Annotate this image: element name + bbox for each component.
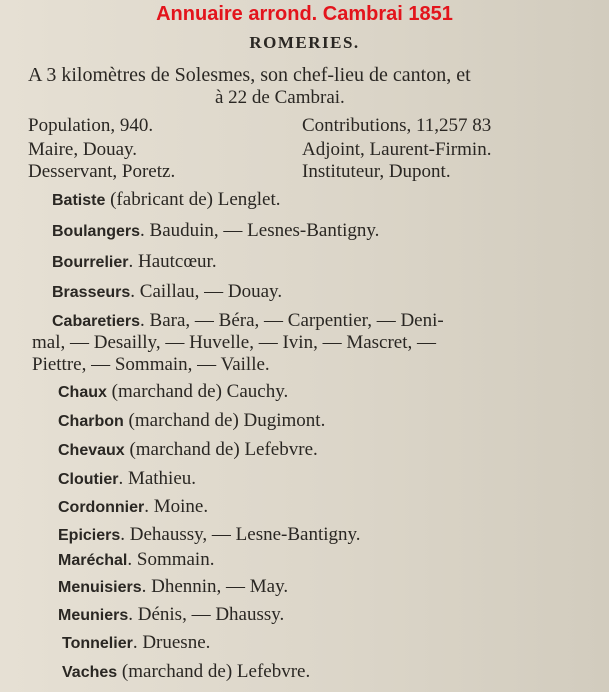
entry-text: . Mathieu.	[118, 468, 197, 489]
entry-head: Epiciers	[58, 527, 121, 544]
entry-head: Chaux	[58, 384, 107, 401]
entry-text: . Moine.	[144, 496, 209, 517]
entry-text: . Dhennin, — May.	[141, 576, 289, 597]
entry-text: . Bauduin, — Lesnes-Bantigny.	[140, 220, 380, 241]
page-heading: ROMERIES.	[249, 33, 360, 52]
entry-text: . Bara, — Béra, — Carpentier, — Deni-	[140, 310, 444, 331]
entry-line	[58, 604, 284, 626]
overlay-title: Annuaire arrond. Cambrai 1851	[156, 3, 453, 25]
entry-text: . Dénis, — Dhaussy.	[128, 604, 285, 625]
entry-line	[62, 632, 210, 654]
entry-continuation: Piettre, — Sommain, — Vaille.	[32, 354, 270, 375]
entry-text: (marchand de) Dugimont.	[123, 410, 326, 431]
entry-head: Batiste	[52, 192, 106, 209]
entry-text: . Caillau, — Douay.	[130, 281, 283, 302]
entry-head: Charbon	[58, 413, 124, 430]
entry-line	[58, 576, 288, 598]
entry-line	[58, 496, 208, 518]
intro-line-1: A 3 kilomètres de Solesmes, son chef-lieu de canton, et	[28, 64, 471, 86]
entry-line	[52, 281, 282, 303]
entry-text: . Dehaussy, — Lesne-Bantigny.	[120, 524, 361, 545]
entry-line	[58, 524, 361, 546]
entry-line	[58, 549, 214, 571]
entry-line	[52, 189, 281, 211]
intro-line-2: à 22 de Cambrai.	[215, 87, 345, 108]
entry-head: Cloutier	[58, 471, 119, 488]
entry-head: Cordonnier	[58, 499, 145, 516]
contributions-text: Contributions, 11,257 83	[302, 115, 492, 136]
entry-head: Maréchal	[58, 552, 128, 569]
entry-head: Menuisiers	[58, 579, 142, 596]
entry-head: Vaches	[62, 664, 118, 681]
entry-line	[52, 310, 444, 332]
population-text: Population, 940.	[28, 115, 154, 136]
entry-head: Bourrelier	[52, 254, 129, 271]
entry-head: Boulangers	[52, 223, 141, 240]
entry-text: (marchand de) Lefebvre.	[124, 439, 318, 460]
entry-line	[58, 410, 325, 432]
entry-head: Brasseurs	[52, 284, 131, 301]
entry-head: Chevaux	[58, 442, 125, 459]
entry-text: (marchand de) Lefebvre.	[117, 661, 311, 682]
entry-line	[62, 661, 310, 683]
entry-head: Tonnelier	[62, 635, 133, 652]
entry-text: (fabricant de) Lenglet.	[105, 189, 281, 210]
entry-continuation: mal, — Desailly, — Huvelle, — Ivin, — Mascret, —	[32, 332, 437, 353]
entry-line	[58, 468, 196, 490]
entry-text: . Hautcœur.	[128, 251, 217, 272]
entry-line	[58, 439, 318, 461]
entry-text: (marchand de) Cauchy.	[106, 381, 289, 402]
maire-text: Maire, Douay.	[28, 139, 138, 160]
entry-line	[52, 220, 379, 242]
desservant-text: Desservant, Poretz.	[28, 161, 176, 182]
entry-head: Meuniers	[58, 607, 129, 624]
entry-line	[52, 251, 217, 273]
entry-head: Cabaretiers	[52, 313, 141, 330]
adjoint-text: Adjoint, Laurent-Firmin.	[302, 139, 492, 160]
entry-line	[58, 381, 288, 403]
entry-text: . Sommain.	[127, 549, 215, 570]
instituteur-text: Instituteur, Dupont.	[302, 161, 451, 182]
entry-text: . Druesne.	[132, 632, 211, 653]
